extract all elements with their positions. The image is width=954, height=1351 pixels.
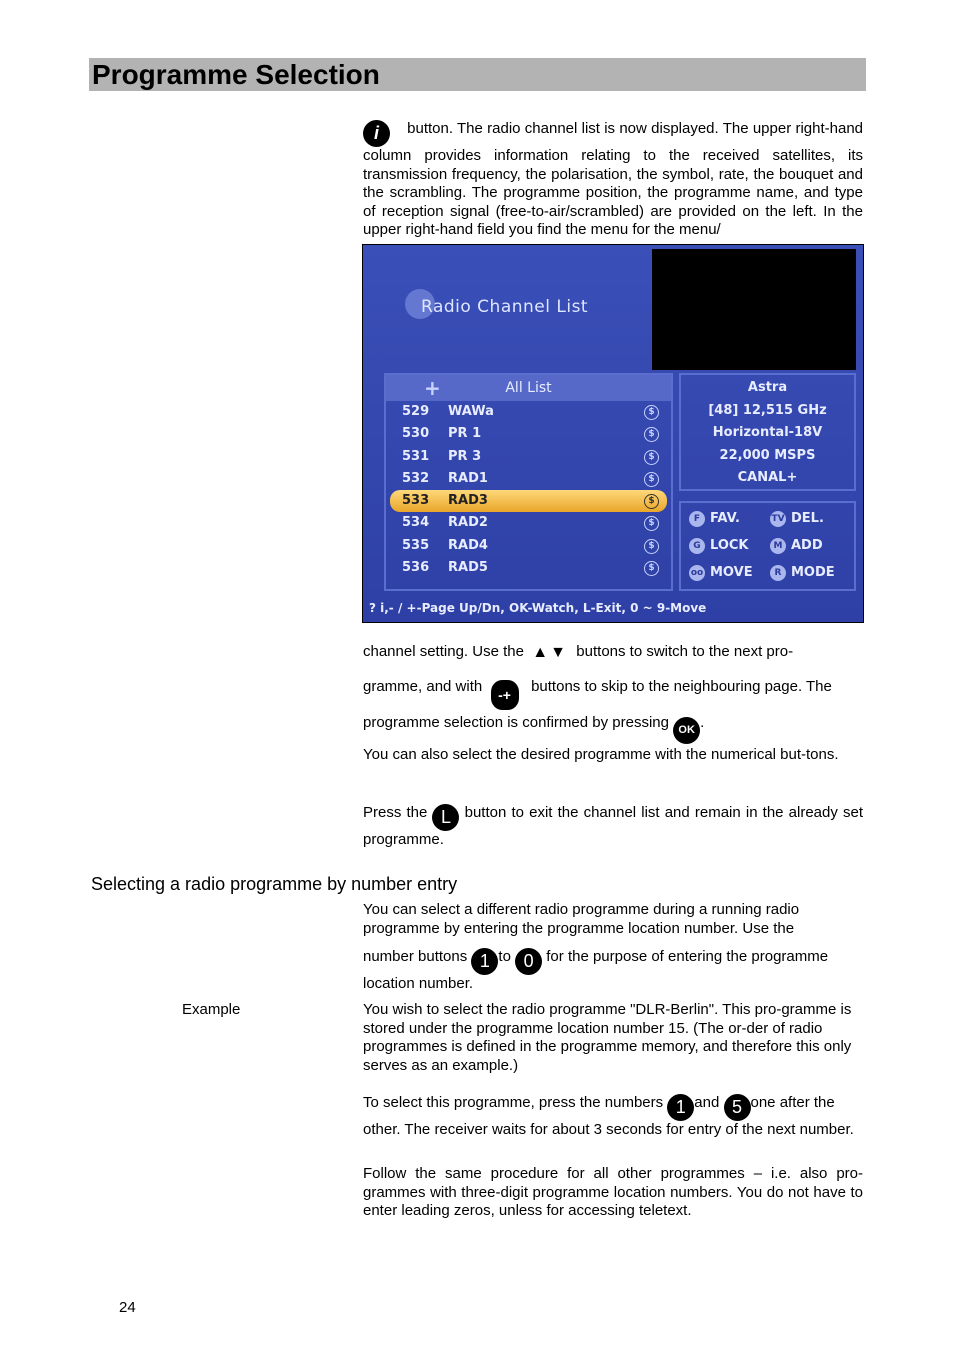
menu-label: ADD bbox=[791, 538, 823, 553]
menu-add bbox=[770, 538, 823, 554]
channel-number: 531 bbox=[402, 448, 430, 464]
channel-row[interactable] bbox=[386, 423, 671, 445]
menu-label: DEL. bbox=[791, 511, 824, 526]
menu-panel bbox=[679, 501, 856, 591]
scrambled-icon: $ bbox=[644, 494, 659, 509]
satellite-info-panel bbox=[679, 373, 856, 491]
menu-label: MODE bbox=[791, 565, 835, 580]
channel-name: WAWa bbox=[448, 404, 494, 419]
page-number: 24 bbox=[119, 1299, 136, 1316]
channel-number: 530 bbox=[402, 426, 430, 442]
info-frequency: [48] 12,515 GHz bbox=[708, 402, 827, 418]
select-numbers-paragraph bbox=[363, 1094, 863, 1140]
ok-paragraph bbox=[363, 714, 863, 744]
menu-lock bbox=[689, 538, 749, 554]
scrambled-icon: $ bbox=[644, 450, 659, 465]
text: button to exit the channel list and remain in the already set programme. bbox=[363, 804, 863, 848]
channel-list-panel bbox=[384, 373, 673, 591]
screen-title: Radio Channel List bbox=[421, 297, 589, 317]
scrambled-icon: $ bbox=[644, 427, 659, 442]
text: gramme, and with bbox=[363, 678, 483, 695]
text: one after the other. The receiver waits for about 3 seconds for entry of the next number. bbox=[363, 1094, 854, 1138]
text: channel setting. Use the bbox=[363, 643, 524, 660]
number-buttons-paragraph bbox=[363, 948, 863, 994]
example-label: Example bbox=[182, 1001, 241, 1018]
zero-button-icon: 0 bbox=[515, 948, 542, 975]
exit-paragraph bbox=[363, 804, 863, 850]
text: To select this programme, press the numbers bbox=[363, 1094, 664, 1111]
channel-name: RAD5 bbox=[448, 560, 488, 576]
page-skip-paragraph bbox=[363, 678, 863, 710]
channel-number: 534 bbox=[402, 515, 430, 531]
channel-row[interactable] bbox=[386, 446, 671, 468]
channel-row[interactable] bbox=[386, 401, 671, 423]
subheading: Selecting a radio programme by number entry bbox=[91, 874, 458, 894]
menu-label: FAV. bbox=[710, 511, 740, 526]
info-button-icon: i bbox=[363, 120, 390, 147]
one-button-icon: 1 bbox=[471, 948, 498, 975]
f-key-icon: F bbox=[689, 511, 705, 527]
scrambled-icon: $ bbox=[644, 405, 659, 420]
channel-row[interactable] bbox=[386, 557, 671, 579]
key-help-footer: ? i,- / +-Page Up/Dn, OK-Watch, L-Exit, 0 ~ 9-Move bbox=[369, 601, 707, 615]
menu-label: MOVE bbox=[710, 565, 753, 580]
channel-name: RAD2 bbox=[448, 515, 488, 531]
info-polarisation: Horizontal-18V bbox=[712, 425, 823, 440]
channel-name: RAD3 bbox=[448, 493, 488, 509]
nav-paragraph bbox=[363, 643, 863, 663]
channel-rows bbox=[386, 401, 671, 579]
heading-bar bbox=[89, 58, 866, 91]
menu-mode bbox=[770, 565, 835, 581]
text: programme selection is confirmed by pressing bbox=[363, 714, 669, 731]
numeric-paragraph: You can also select the desired programme with the numerical but-tons. bbox=[363, 746, 839, 763]
m-key-icon: M bbox=[770, 538, 786, 554]
info-symbol-rate: 22,000 MSPS bbox=[719, 447, 816, 463]
channel-row[interactable] bbox=[386, 512, 671, 534]
page-title: Programme Selection bbox=[92, 59, 380, 90]
list-header bbox=[386, 375, 671, 401]
move-key-icon: oo bbox=[689, 565, 705, 581]
text: buttons to skip to the neighbouring page. The bbox=[531, 678, 832, 695]
up-down-arrow-buttons-icon: ▲▼ bbox=[532, 644, 568, 661]
text: to bbox=[498, 948, 511, 965]
ok-button-icon: OK bbox=[673, 717, 700, 744]
number-entry-paragraph: You can select a different radio programme during a running radio programme by entering the programme location number. Use the bbox=[363, 901, 800, 937]
menu-fav bbox=[689, 511, 740, 527]
five-button-icon: 5 bbox=[724, 1094, 751, 1121]
text: Press the bbox=[363, 804, 428, 821]
video-preview bbox=[652, 249, 856, 370]
info-bouquet: CANAL+ bbox=[737, 470, 798, 485]
text: buttons to switch to the next pro- bbox=[576, 643, 794, 660]
example-paragraph: You wish to select the radio programme "DLR-Berlin". This pro-gramme is stored under the programme location number 15. (The or-der of radio programmes is defined in the programme memory, and therefore this only serves as an example.) bbox=[363, 1001, 852, 1074]
r-key-icon: R bbox=[770, 565, 786, 581]
text: and bbox=[694, 1094, 720, 1111]
list-header-label: All List bbox=[505, 380, 552, 396]
plus-icon: + bbox=[424, 376, 441, 400]
channel-name: RAD1 bbox=[448, 470, 488, 486]
tv-key-icon: TV bbox=[770, 511, 786, 527]
radio-channel-list-screenshot bbox=[362, 244, 864, 623]
scrambled-icon: $ bbox=[644, 539, 659, 554]
channel-name: PR 3 bbox=[448, 448, 482, 464]
minus-plus-buttons-icon: -+ bbox=[491, 680, 519, 710]
channel-number: 536 bbox=[402, 560, 430, 576]
text: number buttons bbox=[363, 948, 468, 965]
channel-name: PR 1 bbox=[448, 426, 482, 442]
intro-paragraph bbox=[363, 120, 863, 240]
l-button-icon: L bbox=[432, 804, 459, 831]
procedure-paragraph: Follow the same procedure for all other programmes – i.e. also pro-grammes with three-digit programme location numbers. You do not have to enter leading zeros, unless for accessing teletext. bbox=[363, 1165, 863, 1219]
text: for the purpose of entering the programme location number. bbox=[363, 948, 829, 992]
channel-row[interactable] bbox=[386, 468, 671, 490]
menu-label: LOCK bbox=[710, 538, 749, 553]
channel-number: 529 bbox=[402, 404, 430, 419]
scrambled-icon: $ bbox=[644, 561, 659, 576]
intro-text: button. The radio channel list is now displayed. The upper right-hand column provides information relating to the received satellites, its transmission frequency, the polarisation, the symbol, rate, the bouquet and the scrambling. The programme position, the programme name, and type of reception signal (free-to-air/scrambled) are provided on the left. In the upper right-hand field you find the menu for the menu/ bbox=[363, 120, 864, 238]
one-button-icon: 1 bbox=[667, 1094, 694, 1121]
channel-row[interactable] bbox=[390, 490, 667, 512]
info-satellite: Astra bbox=[747, 380, 788, 395]
g-key-icon: G bbox=[689, 538, 705, 554]
menu-del bbox=[770, 511, 824, 527]
menu-move bbox=[689, 565, 753, 581]
scrambled-icon: $ bbox=[644, 472, 659, 487]
channel-number: 533 bbox=[402, 493, 430, 509]
text: . bbox=[700, 714, 705, 731]
channel-number: 532 bbox=[402, 470, 430, 486]
channel-number: 535 bbox=[402, 537, 430, 553]
channel-row[interactable] bbox=[386, 535, 671, 557]
scrambled-icon: $ bbox=[644, 516, 659, 531]
channel-name: RAD4 bbox=[448, 537, 488, 553]
